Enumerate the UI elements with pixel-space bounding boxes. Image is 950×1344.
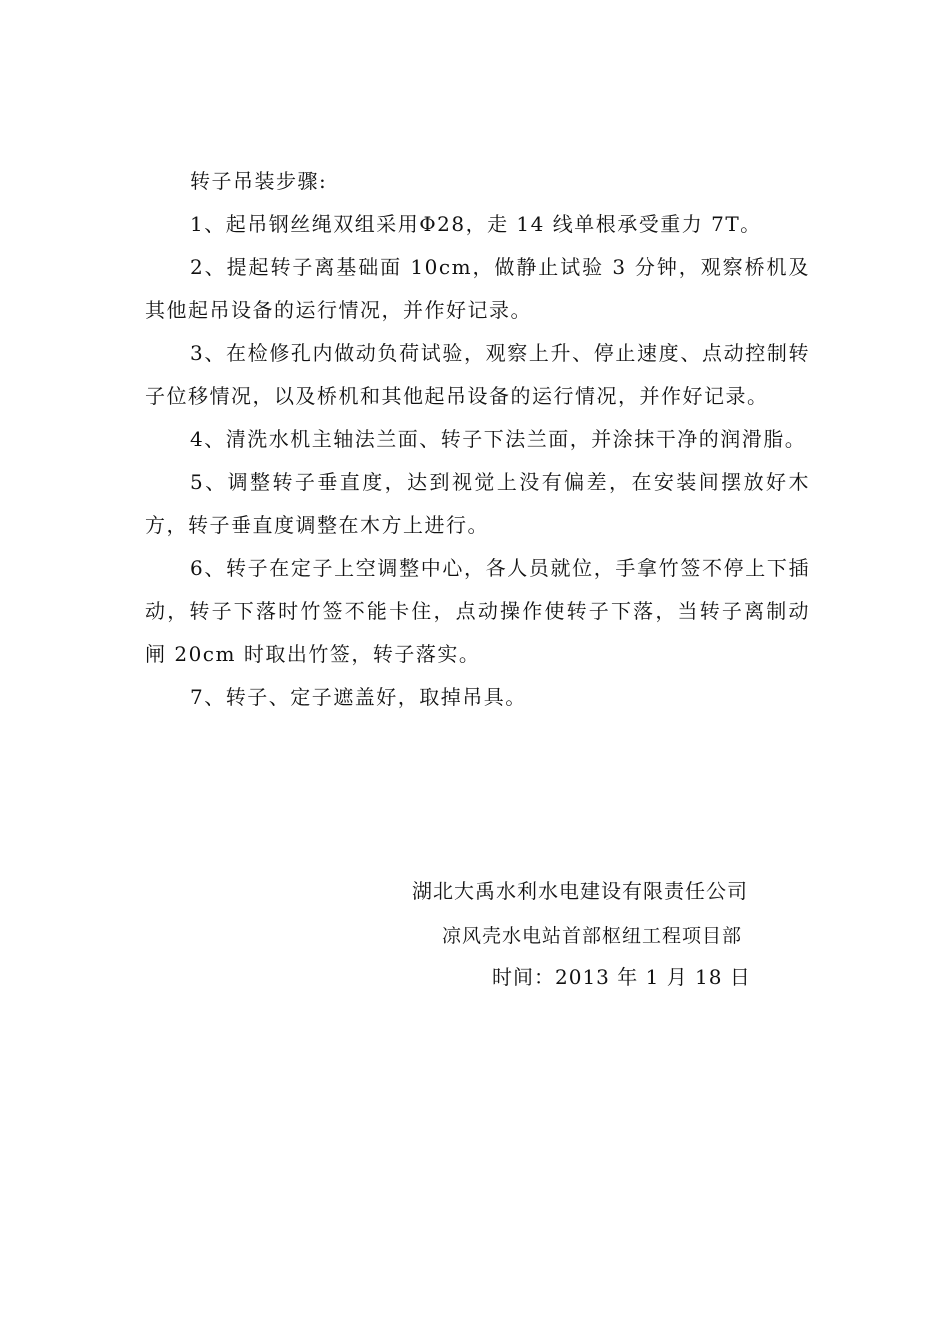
step-2: 2、提起转子离基础面 10cm，做静止试验 3 分钟，观察桥机及其他起吊设备的运行情况，并作好记录。 (145, 255, 810, 322)
step-7: 7、转子、定子遮盖好，取掉吊具。 (190, 685, 527, 709)
step-1: 1、起吊钢丝绳双组采用Φ28，走 14 线单根承受重力 7T。 (190, 212, 762, 236)
step-5: 5、调整转子垂直度，达到视觉上没有偏差，在安装间摆放好木方，转子垂直度调整在木方上进行。 (145, 470, 810, 537)
step-3: 3、在检修孔内做动负荷试验，观察上升、停止速度、点动控制转子位移情况，以及桥机和其他起吊设备的运行情况，并作好记录。 (145, 341, 810, 408)
step-6: 6、转子在定子上空调整中心，各人员就位，手拿竹签不停上下插动，转子下落时竹签不能卡住，点动操作使转子下落，当转子离制动闸 20cm 时取出竹签，转子落实。 (145, 556, 810, 666)
document-body (145, 160, 810, 719)
signature-date: 时间：2013 年 1 月 18 日 (492, 965, 751, 989)
signature-company: 湖北大禹水利水电建设有限责任公司 (412, 879, 748, 903)
signature-project: 凉风壳水电站首部枢纽工程项目部 (442, 925, 743, 947)
document-heading: 转子吊装步骤: (190, 169, 328, 193)
step-4: 4、清洗水机主轴法兰面、转子下法兰面，并涂抹干净的润滑脂。 (190, 427, 807, 451)
